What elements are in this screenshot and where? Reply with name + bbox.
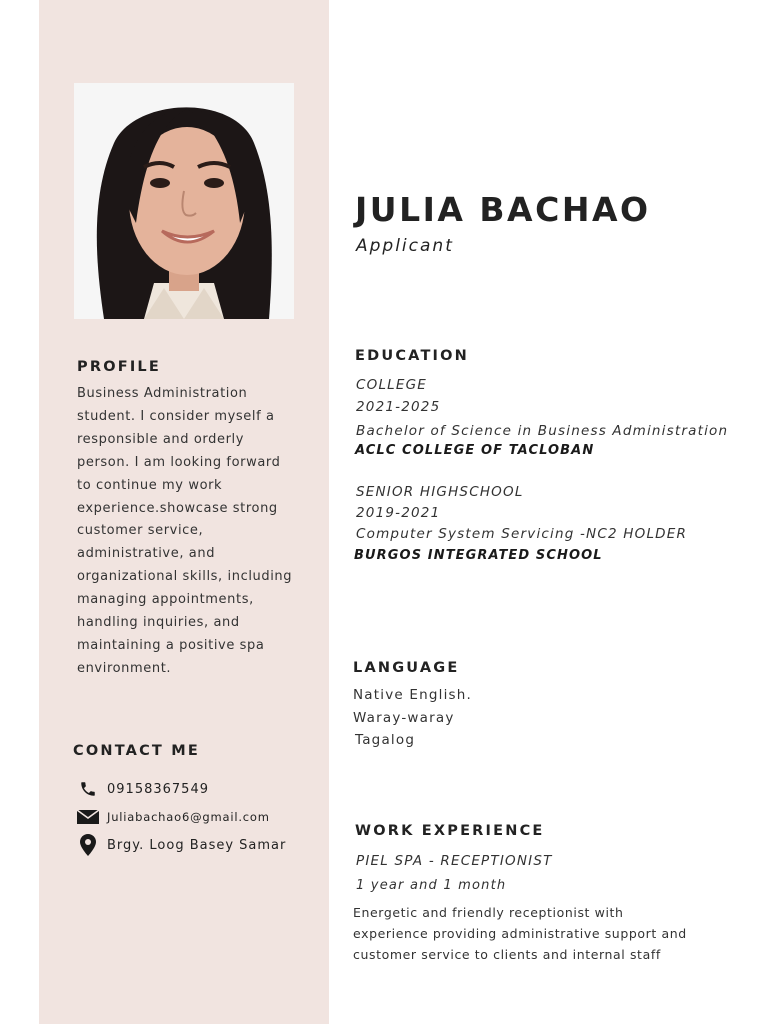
- phone-number: 09158367549: [107, 781, 209, 797]
- language-item: Tagalog: [355, 732, 416, 748]
- language-heading: LANGUAGE: [353, 660, 460, 676]
- work-description-line: Energetic and friendly receptionist with: [353, 905, 624, 920]
- contact-phone: [76, 778, 209, 800]
- location-pin-icon: [76, 834, 100, 856]
- work-title: PIEL SPA - RECEPTIONIST: [356, 853, 553, 869]
- profile-line: customer service,: [77, 523, 204, 539]
- profile-line: organizational skills, including: [77, 569, 293, 585]
- profile-line: handling inquiries, and: [77, 615, 240, 631]
- education-school: BURGOS INTEGRATED SCHOOL: [354, 548, 603, 563]
- work-description: [353, 902, 698, 965]
- profile-line: to continue my work: [77, 477, 223, 493]
- profile-line: responsible and orderly: [77, 431, 245, 447]
- applicant-name: JULIA BACHAO: [355, 190, 651, 229]
- education-level: SENIOR HIGHSCHOOL: [356, 484, 524, 500]
- profile-text: [77, 383, 317, 681]
- email-address: Juliabachao6@gmail.com: [107, 810, 270, 824]
- work-description-line: experience providing administrative support and: [353, 926, 687, 941]
- education-heading: EDUCATION: [355, 348, 470, 364]
- applicant-role: Applicant: [356, 236, 454, 256]
- education-program: Bachelor of Science in Business Administration: [356, 423, 729, 439]
- profile-line: student. I consider myself a: [77, 408, 275, 424]
- education-program: Computer System Servicing -NC2 HOLDER: [356, 526, 688, 542]
- profile-line: administrative, and: [77, 546, 216, 562]
- education-school: ACLC COLLEGE OF TACLOBAN: [355, 443, 595, 458]
- profile-line: managing appointments,: [77, 592, 254, 608]
- language-item: Waray-waray: [353, 710, 455, 726]
- profile-heading: PROFILE: [77, 359, 161, 375]
- profile-line: environment.: [77, 660, 172, 676]
- work-description-line: customer service to clients and internal staff: [353, 947, 661, 962]
- education-level: COLLEGE: [356, 377, 428, 393]
- contact-email: [76, 806, 270, 828]
- profile-line: experience.showcase strong: [77, 500, 278, 516]
- profile-line: maintaining a positive spa: [77, 637, 265, 653]
- address: Brgy. Loog Basey Samar: [107, 837, 287, 853]
- language-item: Native English.: [353, 687, 473, 703]
- education-years: 2019-2021: [356, 505, 441, 521]
- profile-photo: [74, 83, 294, 319]
- education-years: 2021-2025: [356, 399, 441, 415]
- phone-icon: [76, 778, 100, 800]
- mail-icon: [76, 806, 100, 828]
- profile-line: Business Administration: [77, 386, 248, 401]
- contact-heading: CONTACT ME: [73, 743, 201, 759]
- profile-line: person. I am looking forward: [77, 454, 281, 470]
- work-duration: 1 year and 1 month: [356, 878, 507, 893]
- work-heading: WORK EXPERIENCE: [355, 823, 545, 839]
- contact-address: [76, 834, 286, 856]
